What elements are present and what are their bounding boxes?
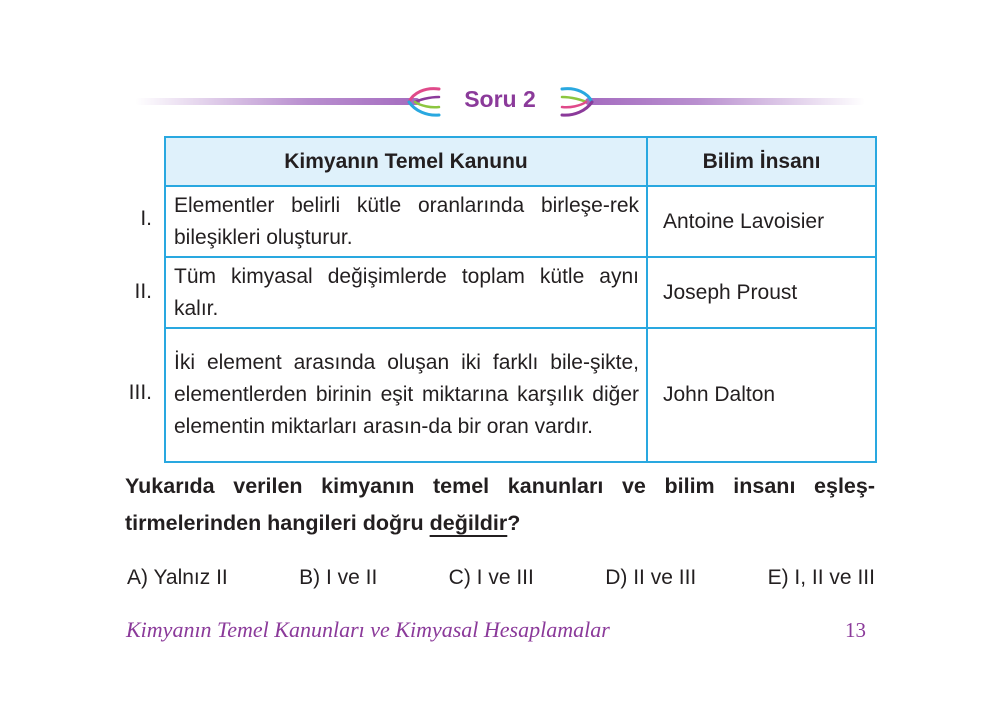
scientist-name: Antoine Lavoisier: [647, 186, 876, 257]
question-mark: ?: [507, 511, 521, 535]
laws-table: [164, 136, 877, 463]
question-emphasis: değildir: [429, 511, 508, 535]
header-divider-right: [585, 98, 865, 105]
table-row: [165, 328, 876, 462]
table-row: [165, 186, 876, 257]
header-swirl-right-icon: [560, 85, 596, 119]
scientist-name: Joseph Proust: [647, 257, 876, 328]
header-scientist: Bilim İnsanı: [647, 137, 876, 186]
option-e[interactable]: E) I, II ve III: [767, 566, 875, 589]
law-text: Tüm kimyasal değişimlerde toplam kütle aynı kalır.: [165, 257, 647, 328]
option-b[interactable]: B) I ve II: [299, 566, 378, 589]
question-number-title: Soru 2: [464, 86, 536, 112]
question-text: [125, 468, 875, 542]
header-divider-left: [135, 98, 420, 105]
footer-book-title: Kimyanın Temel Kanunları ve Kimyasal Hesaplamalar: [126, 617, 610, 642]
page-number: 13: [845, 618, 866, 642]
header-law: Kimyanın Temel Kanunu: [165, 137, 647, 186]
table-row: [165, 257, 876, 328]
option-a[interactable]: A) Yalnız II: [127, 566, 228, 589]
row-number-2: II.: [134, 280, 152, 303]
row-number-3: III.: [128, 381, 152, 404]
question-text-main: Yukarıda verilen kimyanın temel kanunları ve bilim insanı eşleş-tirmelerinden hangileri doğru: [125, 474, 875, 535]
row-number-1: I.: [140, 207, 152, 230]
option-d[interactable]: D) II ve III: [605, 566, 697, 589]
option-c[interactable]: C) I ve III: [448, 566, 534, 589]
scientist-name: John Dalton: [647, 328, 876, 462]
answer-options: [127, 566, 875, 590]
law-text: İki element arasında oluşan iki farklı bile-şikte, elementlerden birinin eşit miktarına karşılık diğer elementin miktarları arasın-da bir oran vardır.: [165, 328, 647, 462]
law-text: Elementler belirli kütle oranlarında birleşe-rek bileşikleri oluşturur.: [165, 186, 647, 257]
table-header-row: [165, 137, 876, 186]
